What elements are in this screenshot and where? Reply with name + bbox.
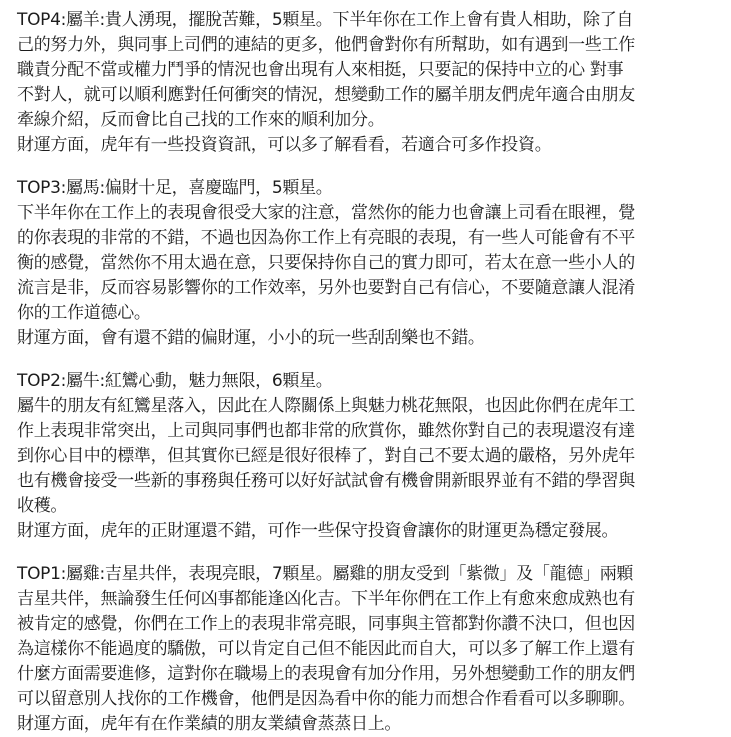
text-line: 流言是非，反而容易影響你的工作效率，另外也要對自己有信心，不要隨意讓人混淆	[17, 278, 635, 298]
text-line: TOP1:屬雞:吉星共伴，表現亮眼，7顆星。屬雞的朋友受到「紫微」及「龍德」兩顆	[17, 564, 634, 584]
section-top2	[17, 369, 717, 544]
text-line: 收穫。	[17, 496, 68, 516]
text-line: TOP3:屬馬:偏財十足，喜慶臨門，5顆星。	[17, 178, 333, 198]
text-line: 可以留意別人找你的工作機會，他們是因為看中你的能力而想合作看看可以多聊聊。	[17, 689, 635, 709]
text-line: TOP2:屬牛:紅鸞心動，魅力無限，6顆星。	[17, 371, 333, 391]
text-line: 什麼方面需要進修，這對你在職場上的表現會有加分作用，另外想變動工作的朋友們	[17, 664, 635, 684]
text-line: 財運方面，會有還不錯的偏財運，小小的玩一些刮刮樂也不錯。	[17, 328, 485, 348]
text-line: 的你表現的非常的不錯，不過也因為你工作上有亮眼的表現，有一些人可能會有不平	[17, 228, 635, 248]
text-line: 吉星共伴，無論發生任何凶事都能逢凶化吉。下半年你們在工作上有愈來愈成熟也有	[17, 589, 635, 609]
text-line: 不對人，就可以順利應對任何衝突的情況，想變動工作的屬羊朋友們虎年適合由朋友	[17, 85, 635, 105]
text-line: 作上表現非常突出，上司與同事們也都非常的欣賞你，雖然你對自己的表現還沒有達	[17, 421, 635, 441]
text-line: 己的努力外，與同事上司們的連結的更多，他們會對你有所幫助，如有遇到一些工作	[17, 35, 635, 55]
section-top4	[17, 8, 717, 158]
text-line: 為這樣你不能過度的驕傲，可以肯定自己但不能因此而自大，可以多了解工作上還有	[17, 639, 635, 659]
text-line: 牽線介紹，反而會比自己找的工作來的順利加分。	[17, 110, 385, 130]
section-top1	[17, 562, 717, 737]
text-line: 財運方面，虎年有在作業績的朋友業績會蒸蒸日上。	[17, 714, 402, 734]
text-line: 被肯定的感覺，你們在工作上的表現非常亮眼，同事與主管都對你讚不決口，但也因	[17, 614, 635, 634]
text-line: 衡的感覺，當然你不用太過在意，只要保持你自己的實力即可，若太在意一些小人的	[17, 253, 635, 273]
text-line: 你的工作道德心。	[17, 303, 151, 323]
section-top3	[17, 176, 717, 351]
text-line: 財運方面，虎年有一些投資資訊，可以多了解看看，若適合可多作投資。	[17, 135, 552, 155]
text-line: 屬牛的朋友有紅鸞星落入，因此在人際關係上與魅力桃花無限，也因此你們在虎年工	[17, 396, 635, 416]
text-line: 下半年你在工作上的表現會很受大家的注意，當然你的能力也會讓上司看在眼裡，覺	[17, 203, 635, 223]
text-line: TOP4:屬羊:貴人湧現，擺脫苦難，5顆星。下半年你在工作上會有貴人相助，除了自	[17, 10, 634, 30]
text-line: 財運方面，虎年的正財運還不錯，可作一些保守投資會讓你的財運更為穩定發展。	[17, 521, 619, 541]
text-line: 職責分配不當或權力鬥爭的情況也會出現有人來相挺，只要記的保持中立的心 對事	[17, 60, 624, 80]
text-line: 到你心目中的標準，但其實你已經是很好很棒了，對自己不要太過的嚴格，另外虎年	[17, 446, 635, 466]
text-line: 也有機會接受一些新的事務與任務可以好好試試會有機會開新眼界並有不錯的學習與	[17, 471, 635, 491]
